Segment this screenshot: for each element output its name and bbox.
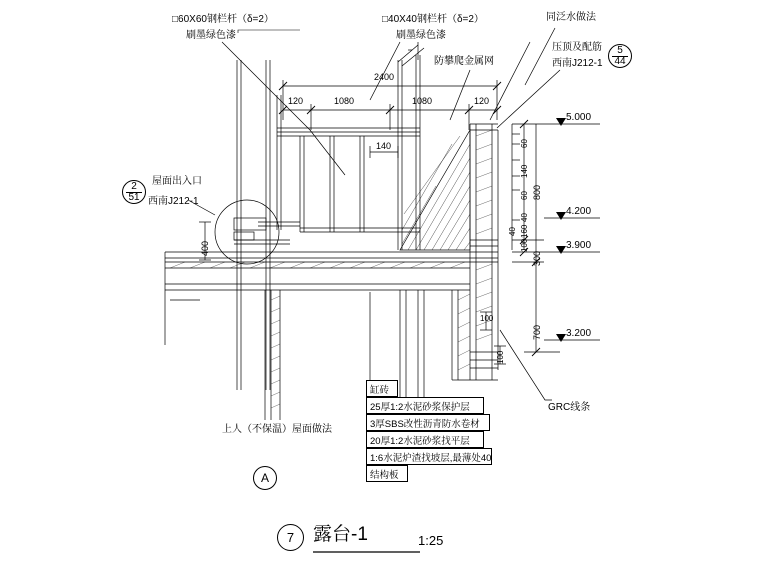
callout-rail-40: □40X40钢栏杆（δ=2） xyxy=(382,14,484,25)
dim-120-b: 120 xyxy=(474,96,490,106)
dim-140: 140 xyxy=(376,141,392,151)
callout-rail-60-sub: 刷墨绿色漆 xyxy=(186,30,236,41)
dim-100-lower-a: 100 xyxy=(480,314,494,323)
ref-bubble-2-51[interactable] xyxy=(122,180,146,204)
callout-anticlimb-mesh: 防攀爬金属网 xyxy=(434,56,494,67)
elevation-4200: 4.200 xyxy=(566,206,592,217)
detail-number-bubble[interactable] xyxy=(277,524,304,551)
ref-bubble2-den: 51 xyxy=(128,191,140,203)
elevation-3200: 3.200 xyxy=(566,328,592,339)
grid-mark-a[interactable] xyxy=(253,466,277,490)
callout-coping-ref: 西南J212-1 xyxy=(552,58,603,69)
dim-chain-160: 160 xyxy=(520,224,529,238)
note-item-2: 3厚SBS改性沥青防水卷材 xyxy=(366,414,490,431)
dim-300: 300 xyxy=(532,250,542,266)
callout-roof-exit: 屋面出入口 xyxy=(152,176,202,187)
note-item-4: 1:6水泥炉渣找坡层,最薄处40 xyxy=(366,448,492,465)
dim-chain-40a: 40 xyxy=(520,213,529,222)
ref-bubble-den: 44 xyxy=(614,55,626,67)
drawing-scale: 1:25 xyxy=(418,533,444,548)
dim-chain-40b: 40 xyxy=(508,227,517,236)
ref-bubble-5-44[interactable] xyxy=(608,44,632,68)
ref-bubble2-num: 2 xyxy=(131,180,137,192)
dim-100-lower-b: 100 xyxy=(496,350,505,364)
drawing-title: 露台-1 xyxy=(313,524,368,545)
elevation-5000: 5.000 xyxy=(566,112,592,123)
dim-chain-100: 100 xyxy=(520,238,529,252)
elevation-3900: 3.900 xyxy=(566,240,592,251)
dim-400-left: 400 xyxy=(200,240,210,256)
callout-flashing: 同泛水做法 xyxy=(546,12,596,23)
dim-700: 700 xyxy=(532,324,542,340)
dim-chain-60b: 60 xyxy=(520,139,529,148)
ref-bubble-num: 5 xyxy=(617,44,623,56)
label-roof-construction: 上人（不保温）屋面做法 xyxy=(222,424,332,435)
callout-rail-40-sub: 刷墨绿色漆 xyxy=(396,30,446,41)
dim-1080-a: 1080 xyxy=(334,96,355,106)
note-item-5: 结构板 xyxy=(366,465,408,482)
callout-coping: 压顶及配筋 xyxy=(552,42,602,53)
note-item-0: 缸砖 xyxy=(366,380,398,397)
detail-number: 7 xyxy=(286,530,295,545)
grid-mark-label: A xyxy=(260,471,269,485)
dim-1080-b: 1080 xyxy=(412,96,433,106)
callout-roof-exit-ref: 西南J212-1 xyxy=(148,196,199,207)
dim-chain-140: 140 xyxy=(520,164,529,178)
dim-120-a: 120 xyxy=(288,96,304,106)
note-item-3: 20厚1:2水泥砂浆找平层 xyxy=(366,431,484,448)
note-item-1: 25厚1:2水泥砂浆保护层 xyxy=(366,397,484,414)
dim-800: 800 xyxy=(532,184,542,200)
callout-rail-60: □60X60钢栏杆（δ=2） xyxy=(172,14,274,25)
dim-chain-60a: 60 xyxy=(520,191,529,200)
dim-total-2400: 2400 xyxy=(374,72,395,82)
label-grc: GRC线条 xyxy=(548,402,591,413)
